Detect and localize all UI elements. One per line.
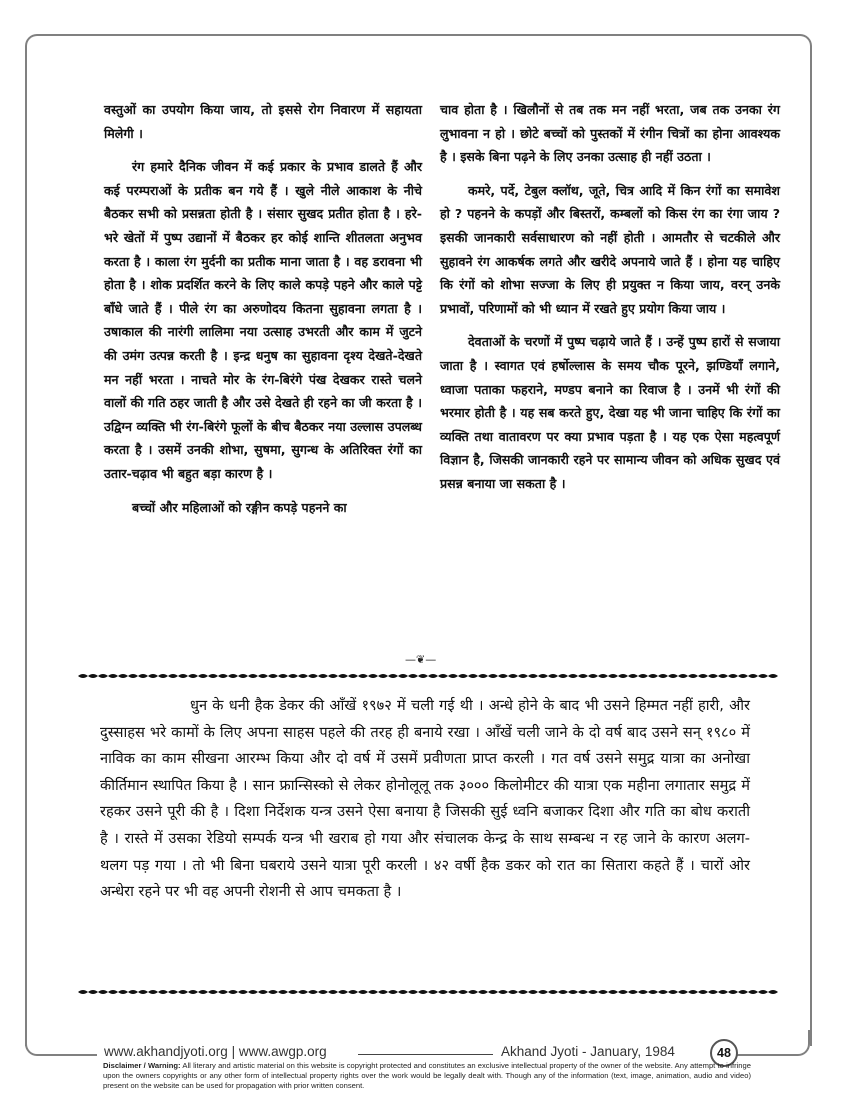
paragraph: वस्तुओं का उपयोग किया जाय, तो इससे रोग निवारण में सहायता मिलेगी ।: [104, 102, 422, 141]
separator-ornament: —❦—: [405, 653, 437, 666]
paragraph: रंग हमारे दैनिक जीवन में कई प्रकार के प्रभाव डालते हैं और कई परम्पराओं के प्रतीक बन गये हैं । खुले नीले आकाश के नीचे बैठकर सभी को प्रसन्नता होती है । संसार सुखद प्रतीत होता है । हरे-भरे खेतों में पुष्प उद्यानों में बैठकर हर कोई शान्ति शीतलता अनुभव करता है । काला रंग मुर्दनी का प्रतीक माना जाता है । वह डरावना भी होता है । शोक प्रदर्शित करने के लिए काले कपड़े पहने और काले पट्टे बाँधे जाते हैं । पीले रंग का अरुणोदय कितना सुहावना लगता है । उषाकाल की नारंगी लालिमा नया उत्साह उभरती और काम में जुटने की उमंग उत्पन्न करती है । इन्द्र धनुष का सुहावना दृश्य देखते-देखते मन नहीं भरता । नाचते मोर के रंग-बिरंगे पंख देखकर रास्ते चलने वालों की गति ठहर जाती है और उसे देखते ही रहने का जी करता है । उद्विग्न व्यक्ति भी रंग-बिरंगे फूलों के बीच बैठकर नया उल्लास उपलब्ध करता है । उसमें उनकी शोभा, सुषमा, सुगन्ध के अतिरिक्त रंगों का उतार-चढ़ाव भी बहुत बड़ा कारण है ।: [104, 159, 422, 481]
page-frame-bottom-left: [25, 1030, 97, 1056]
disclaimer-text: All literary and artistic material on this website is copyright protected and constitutes an exclusive intellectual property of the owner of the website. Any attempt to infringe upon the owners copyrights or any other form of intellectual property rights over the work would be legally dealt with. Though any of the information (text, image, animation, audio and video) present on the website can be used for propagation with prior written consent.: [103, 1061, 751, 1090]
paragraph: कमरे, पर्दे, टेबुल क्लॉथ, जूते, चित्र आदि में किन रंगों का समावेश हो ? पहनने के कपड़ों और बिस्तरों, कम्बलों को किस रंग का रंगा जाय ? इसकी जानकारी सर्वसाधारण को नहीं होती । आमतौर से चटकीले और सुहावने रंग आकर्षक लगते और खरीदे अपनाये जाते हैं । होना यह चाहिए कि रंगों को शोभा सज्जा के लिए ही प्रयुक्त न किया जाय, वरन् उनके प्रभावों, परिणामों को भी ध्यान में रखते हुए प्रयोग किया जाय ।: [440, 182, 780, 316]
wavy-divider-top: [78, 672, 778, 680]
left-column: [104, 98, 422, 529]
disclaimer: [103, 1061, 751, 1091]
disclaimer-label: Disclaimer / Warning:: [103, 1061, 181, 1070]
paragraph: देवताओं के चरणों में पुष्प चढ़ाये जाते हैं । उन्हें पुष्प हारों से सजाया जाता है । स्वागत एवं हर्षोल्लास के समय चौक पूरने, झण्डियाँ लगाने, ध्वाजा पताका फहराने, मण्डप बनाने का रिवाज है । उनमें भी रंगों की भरमार होती है । यह सब करते हुए, देखा यह भी जाना चाहिए कि रंगों का व्यक्ति तथा वातावरण पर क्या प्रभाव पड़ता है । यह एक ऐसा महत्वपूर्ण विज्ञान है, जिसकी जानकारी रहने पर सामान्य जीवन को अधिक सुखद एवं प्रसन्न बनाया जा सकता है ।: [440, 334, 780, 491]
wavy-divider-bottom: [78, 988, 778, 996]
story-paragraph: धुन के धनी हैक डेकर की आँखें १९७२ में चली गई थी । अन्धे होने के बाद भी उसने हिम्मत नहीं हारी, और दुस्साहस भरे कामों के लिए अपना साहस पहले की तरह ही बनाये रखा । आँखें चली जाने के दो वर्ष बाद उसने सन् १९८० में नाविक का काम सीखना आरम्भ किया और दो वर्ष में उसमें प्रवीणता प्राप्त करली । गत वर्ष उसने समुद्र यात्रा का अनोखा कीर्तिमान स्थापित किया है । सान फ्रान्सिस्को से लेकर होनोलूलू तक ३००० किलोमीटर की यात्रा एक महीना लगातार समुद्र में रहकर उसने पूरी की है । दिशा निर्देशक यन्त्र उसने ऐसा बनाया है जिसकी सुई ध्वनि बजाकर दिशा और गति का बोध कराती है । रास्ते में उसका रेडियो सम्पर्क यन्त्र भी खराब हो गया और संचालक केन्द्र के साथ सम्बन्ध न रह जाने के कारण अलग-थलग पड़ गया । तो भी बिना घबराये उसने यात्रा पूरी करली । ४२ वर्षी हैक डकर को रात का सितारा कहते हैं । चारों ओर अन्धेरा रहने पर भी वह अपनी रोशनी से आप चमकता है ।: [100, 697, 750, 901]
right-column: [440, 98, 780, 506]
footer-websites-link[interactable]: www.akhandjyoti.org | www.awgp.org: [104, 1044, 327, 1059]
paragraph: बच्चों और महिलाओं को रङ्गीन कपड़े पहनने का: [132, 499, 347, 515]
page-frame-bottom-right: [736, 1030, 810, 1056]
footer-rule: [358, 1054, 493, 1055]
boxed-story: [100, 693, 750, 906]
footer-magazine-title: Akhand Jyoti - January, 1984: [501, 1044, 675, 1059]
page-number-badge: 48: [710, 1039, 738, 1067]
paragraph: चाव होता है । खिलौनों से तब तक मन नहीं भरता, जब तक उनका रंग लुभावना न हो । छोटे बच्चों को पुस्तकों में रंगीन चित्रों का होना आवश्यक है । इसके बिना पढ़ने के लिए उनका उत्साह ही नहीं उठता ।: [440, 102, 780, 165]
